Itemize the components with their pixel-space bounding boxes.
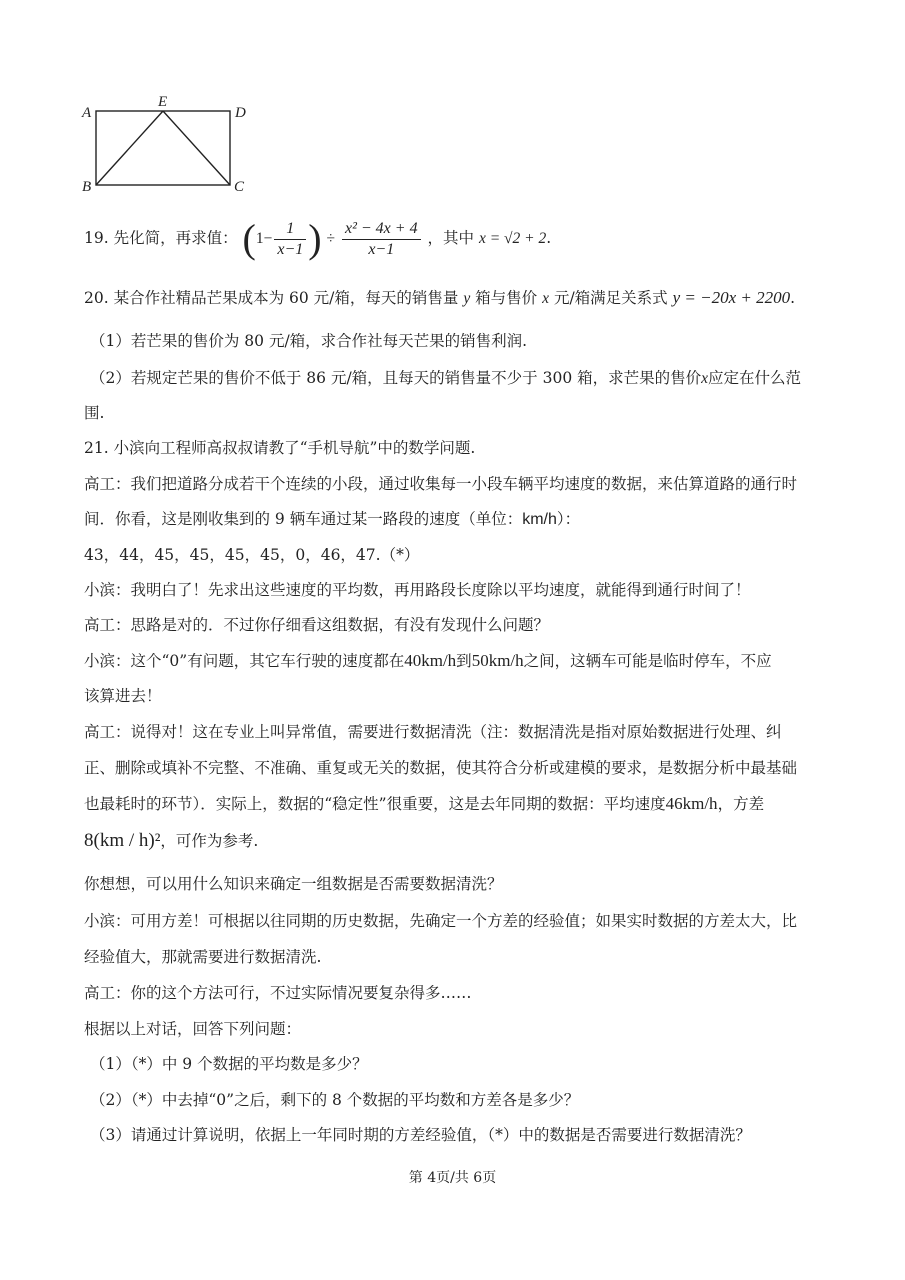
question-21-sub-3: （3）请通过计算说明，依据上一年同时期的方差经验值，（*）中的数据是否需要进行数据清洗？: [90, 1126, 751, 1144]
q19-fraction-2: $\frac{\text{x² − 4x + 4}}{x-1}$: [342, 219, 421, 260]
segment-ec: [163, 111, 230, 185]
q19-fraction-1: $\frac{1}{x-1}$: [274, 219, 306, 260]
question-21-line-9: 高工：说得对！这在专业上叫异常值，需要进行数据清洗（注：数据清洗是指对原始数据进行处理、纠: [84, 723, 782, 741]
question-21-line-7: 小滨：这个“0”有问题，其它车行驶的速度都在40km/h到50km/h之间，这辆车可能是临时停车，不应: [84, 651, 772, 670]
question-21-line-3: 间．你看，这是刚收集到的 9 辆车通过某一路段的速度（单位：km/h）：: [84, 510, 581, 528]
question-19: 19. 先化简，再求值： (1− $\frac{1}{x-1}$ ) ÷ $\frac{\text{x² − 4x + 4}}{x-1}$ ，其中 x = √2 + 2.: [84, 216, 552, 261]
question-21-line-15: 经验值大，那就需要进行数据清洗.: [84, 948, 322, 966]
question-21-line-16: 高工：你的这个方法可行，不过实际情况要复杂得多……: [84, 984, 472, 1002]
question-21-line-2: 高工：我们把道路分成若干个连续的小段，通过收集每一小段车辆平均速度的数据，来估算道路的通行时: [84, 475, 798, 493]
question-21-line-6: 高工：思路是对的．不过你仔细看这组数据，有没有发现什么问题？: [84, 616, 550, 634]
q19-divide: ÷: [326, 230, 336, 247]
question-21-line-8: 该算进去！: [84, 687, 162, 705]
q19-minus: −: [263, 230, 273, 247]
question-21-line-17: 根据以上对话，回答下列问题：: [84, 1020, 302, 1038]
label-d: D: [235, 105, 246, 121]
question-20-line-1: 20. 某合作社精品芒果成本为 60 元/箱，每天的销售量 y 箱与售价 x 元/箱满足关系式 y = −20x + 2200.: [84, 288, 796, 307]
var-y: y: [463, 290, 471, 307]
rectangle-abcd: [96, 111, 230, 185]
q20-formula: y = −20x + 2200: [672, 288, 791, 307]
question-21-line-13: 你想想，可以用什么知识来确定一组数据是否需要数据清洗？: [84, 875, 503, 893]
label-b: B: [82, 179, 92, 195]
question-21-sub-2: （2）（*）中去掉“0”之后，剩下的 8 个数据的平均数和方差各是多少？: [90, 1091, 580, 1109]
question-20-part-2: （2）若规定芒果的售价不低于 86 元/箱，且每天的销售量不少于 300 箱，求芒果的售价x应定在什么范: [90, 369, 802, 387]
question-21-line-14: 小滨：可用方差！可根据以往同期的历史数据，先确定一个方差的经验值；如果实时数据的方差太大，比: [84, 912, 798, 930]
var-x: x: [542, 290, 549, 307]
question-20-part-1: （1）若芒果的售价为 80 元/箱，求合作社每天芒果的销售利润.: [90, 332, 528, 350]
label-e: E: [158, 94, 168, 110]
q19-x-value: x = √2 + 2: [478, 230, 547, 247]
question-21-data-set: 43，44，45，45，45，45，0，46，47.（*）: [84, 546, 420, 564]
question-20-part-2-cont: 围.: [84, 404, 105, 422]
q19-end: .: [546, 229, 552, 247]
question-21-sub-1: （1）（*）中 9 个数据的平均数是多少？: [90, 1055, 368, 1073]
question-21-line-11: 也最耗时的环节）．实际上，数据的“稳定性”很重要，这是去年同期的数据：平均速度46km/h，方差: [84, 794, 765, 813]
q19-prefix: 19. 先化简，再求值：: [84, 229, 238, 247]
rectangle-figure: [78, 90, 258, 200]
question-21-line-5: 小滨：我明白了！先求出这些速度的平均数，再用路段长度除以平均速度，就能得到通行时间了！: [84, 581, 751, 599]
question-21-line-1: 21. 小滨向工程师高叔叔请教了“手机导航”中的数学问题.: [84, 439, 476, 457]
segment-be: [96, 111, 163, 185]
page-footer: 第 4页/共 6页: [408, 1170, 497, 1186]
label-a: A: [82, 105, 92, 121]
q19-one: 1: [255, 230, 264, 247]
label-c: C: [234, 179, 245, 195]
question-21-line-10: 正、删除或填补不完整、不准确、重复或无关的数据，使其符合分析或建模的要求，是数据分析中最基础: [84, 759, 798, 777]
variance-value: 8(km / h)²: [84, 830, 161, 851]
question-21-line-12: 8(km / h)²，可作为参考.: [84, 830, 259, 851]
q19-mid: ，其中: [427, 229, 475, 247]
